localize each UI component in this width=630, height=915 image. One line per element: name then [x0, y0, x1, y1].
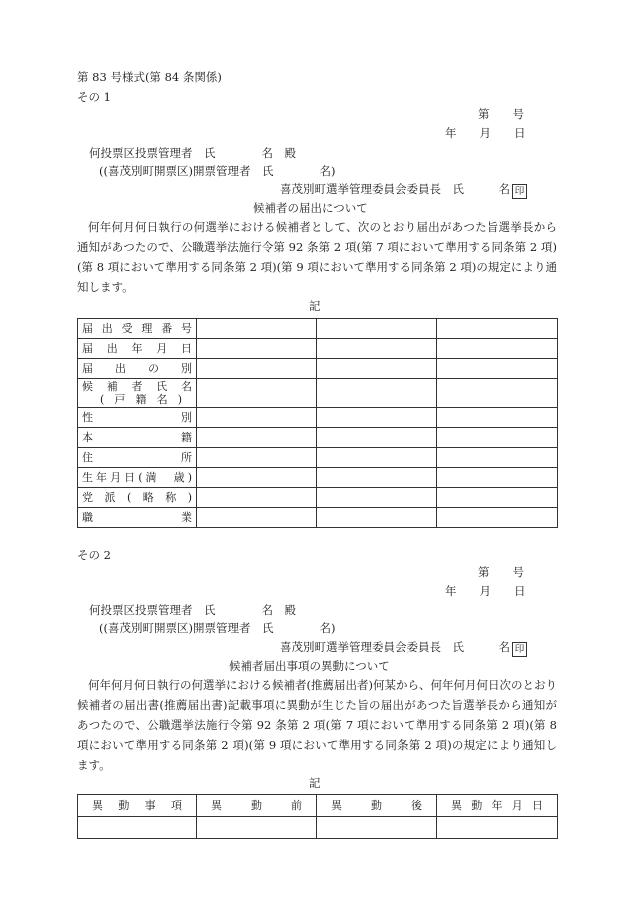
table-cell[interactable] — [317, 379, 437, 408]
part1-sender — [280, 182, 527, 199]
row-label: 党派(略称) — [78, 488, 197, 508]
row-label: 届出年月日 — [78, 339, 197, 359]
table-cell[interactable] — [78, 817, 197, 839]
table-row — [78, 428, 558, 448]
part2-title: その 2 — [77, 548, 111, 562]
part2-number-line: 第 号 — [478, 565, 524, 579]
part1-sender-name: 喜茂別町選挙管理委員会委員長 氏 名 — [280, 182, 510, 196]
table-cell[interactable] — [197, 319, 317, 339]
table-row — [78, 379, 558, 408]
form-number: 第 83 号様式(第 84 条関係) — [77, 70, 222, 84]
part2-sender-name: 喜茂別町選挙管理委員会委員長 氏 名 — [280, 640, 510, 654]
part2-ki: 記 — [309, 776, 321, 790]
column-header: 異動年月日 — [437, 795, 558, 817]
table-cell[interactable] — [437, 428, 558, 448]
part1-date-line: 年 月 日 — [445, 126, 526, 140]
part2-date-line: 年 月 日 — [445, 584, 526, 598]
table-cell[interactable] — [437, 339, 558, 359]
part1-addressee-counting: ((喜茂別町開票区)開票管理者 氏 名) — [99, 164, 336, 178]
table-cell[interactable] — [317, 319, 437, 339]
row-label: 届出受理番号 — [78, 319, 197, 339]
table-cell[interactable] — [197, 339, 317, 359]
table-cell[interactable] — [197, 379, 317, 408]
table-cell[interactable] — [437, 508, 558, 528]
table-cell[interactable] — [317, 488, 437, 508]
part2-body: 何年何月何日執行の何選挙における候補者(推薦届出者)何某から、何年何月何日次のとおり候補者の届出書(推薦届出書)記載事項に異動が生じた旨の届出があつた旨選挙長から通知があつたので、公職選挙法施行令第 92 条第 2 項(第 7 項において準用する同条第 2 項)(第 8 項において準用する同条第 2 項)(第 9 項において準用する同条第 2 項)の規定により通知します。 — [77, 678, 557, 772]
column-header: 異動後 — [317, 795, 437, 817]
part1-subject: 候補者の届出について — [253, 201, 368, 215]
table-row — [78, 817, 558, 839]
table-cell[interactable] — [317, 817, 437, 839]
table-cell[interactable] — [197, 488, 317, 508]
table-cell[interactable] — [437, 379, 558, 408]
table-row — [78, 408, 558, 428]
row-label-stack — [78, 379, 197, 408]
part2-table — [77, 794, 558, 839]
row-label: 届出の別 — [78, 359, 197, 379]
table-cell[interactable] — [197, 817, 317, 839]
part1-body: 何年何月何日執行の何選挙における候補者として、次のとおり届出があつた旨選挙長から通知があつたので、公職選挙法施行令第 92 条第 2 項(第 7 項において準用する同条第 2 項)(第 8 項において準用する同条第 2 項)(第 9 項において準用する同条第 2 項)の規定により通知します。 — [77, 220, 557, 294]
table-cell[interactable] — [317, 428, 437, 448]
part1-ki: 記 — [309, 299, 321, 313]
part1-number-line: 第 号 — [478, 107, 524, 121]
table-row — [78, 359, 558, 379]
table-cell[interactable] — [197, 408, 317, 428]
part2-sender — [280, 640, 527, 657]
table-cell[interactable] — [437, 359, 558, 379]
table-row — [78, 339, 558, 359]
table-cell[interactable] — [317, 468, 437, 488]
table-cell[interactable] — [197, 468, 317, 488]
row-label: 候補者氏名 — [82, 380, 192, 393]
table-cell[interactable] — [317, 508, 437, 528]
column-header: 異動事項 — [78, 795, 197, 817]
row-label: 性別 — [78, 408, 197, 428]
table-row — [78, 448, 558, 468]
part1-title: その 1 — [77, 90, 111, 104]
table-cell[interactable] — [197, 448, 317, 468]
part2-addressee: 何投票区投票管理者 氏 名 殿 — [89, 603, 296, 617]
table-cell[interactable] — [437, 408, 558, 428]
table-cell[interactable] — [197, 508, 317, 528]
part1-table — [77, 318, 558, 528]
row-label: 住所 — [78, 448, 197, 468]
table-cell[interactable] — [437, 468, 558, 488]
row-label: 生年月日(満 歳) — [78, 468, 197, 488]
row-sublabel: (戸籍名) — [100, 393, 182, 406]
seal-stamp: 印 — [512, 642, 527, 657]
row-label: 本籍 — [78, 428, 197, 448]
table-cell[interactable] — [197, 428, 317, 448]
table-row — [78, 508, 558, 528]
part2-subject: 候補者届出事項の異動について — [229, 659, 390, 673]
table-cell[interactable] — [437, 319, 558, 339]
table-row — [78, 488, 558, 508]
row-label: 職業 — [78, 508, 197, 528]
table-cell[interactable] — [197, 359, 317, 379]
table-cell[interactable] — [437, 488, 558, 508]
table-cell[interactable] — [317, 448, 437, 468]
table-row — [78, 468, 558, 488]
table-cell[interactable] — [317, 408, 437, 428]
seal-stamp: 印 — [512, 184, 527, 199]
table-row — [78, 319, 558, 339]
table-cell[interactable] — [317, 339, 437, 359]
part1-addressee: 何投票区投票管理者 氏 名 殿 — [89, 146, 296, 160]
part2-addressee-counting: ((喜茂別町開票区)開票管理者 氏 名) — [99, 621, 336, 635]
table-header-row — [78, 795, 558, 817]
table-cell[interactable] — [317, 359, 437, 379]
column-header: 異動前 — [197, 795, 317, 817]
table-cell[interactable] — [437, 817, 558, 839]
table-cell[interactable] — [437, 448, 558, 468]
